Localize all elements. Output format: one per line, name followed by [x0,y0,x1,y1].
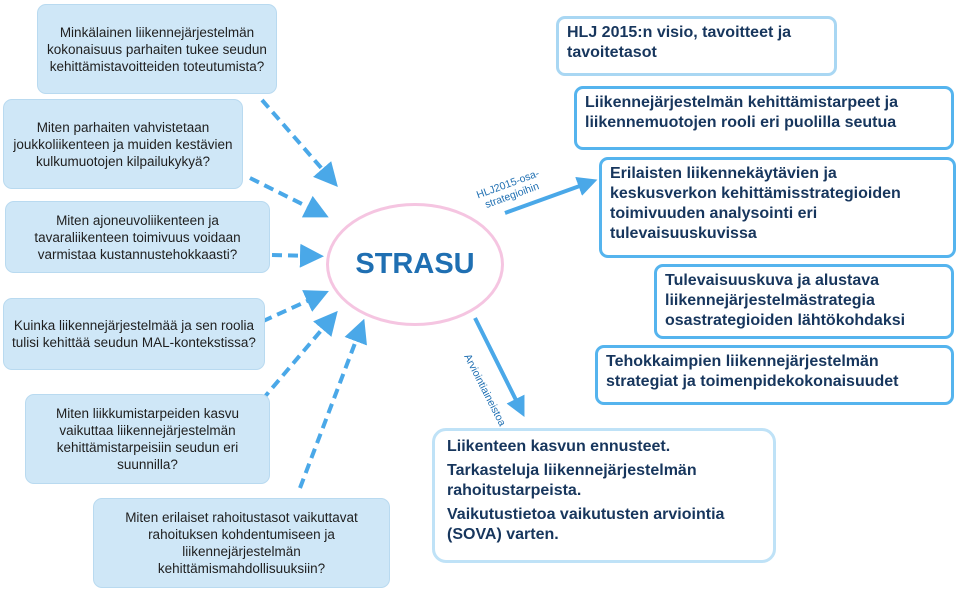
arrow-label-assessment: Arviointiaineistoa [461,352,509,429]
arrow-q3 [272,255,312,256]
question-box-2: Miten parhaiten vahvistetaan joukkoliikenteen ja muiden kestävien kulkumuotojen kilpailukykyä? [3,99,243,189]
assessment-item-3: Vaikutustietoa vaikutusten arviointia (SOVA) varten. [447,506,725,543]
strasu-ellipse [326,203,504,326]
question-box-4: Kuinka liikennejärjestelmää ja sen roolia tulisi kehittää seudun MAL-kontekstissa? [3,298,265,370]
arrow-q6 [300,330,360,488]
question-box-6: Miten erilaiset rahoitustasot vaikuttavat rahoituksen kohdentumiseen ja liikennejärjestelmän kehittämismahdollisuuksiin? [93,498,390,588]
arrow-q1 [262,100,330,178]
question-box-5: Miten liikkumistarpeiden kasvu vaikuttaa liikennejärjestelmän kehittämistarpeisiin seudun eri suunnilla? [25,394,270,484]
output-box-2: Liikennejärjestelmän kehittämistarpeet ja liikennemuotojen rooli eri puolilla seutua [574,86,954,150]
output-box-1: HLJ 2015:n visio, tavoitteet ja tavoitetasot [556,16,837,76]
arrow-q5 [262,320,330,400]
center-label: STRASU [355,248,475,280]
assessment-box [432,428,776,563]
arrow-label-strategy: HLJ2015-osa-strategioihin [474,167,541,211]
output-box-3: Erilaisten liikennekäytävien ja keskusverkon kehittämisstrategioiden toimivuuden analysointi eri tulevaisuuskuvissa [599,157,956,258]
assessment-item-1: Liikenteen kasvun ennusteet. [447,438,671,455]
output-box-4: Tulevaisuuskuva ja alustava liikennejärjestelmästrategia osastrategioiden lähtökohdaksi [654,264,954,339]
assessment-item-2: Tarkasteluja liikennejärjestelmän rahoitustarpeista. [447,462,697,499]
question-box-3: Miten ajoneuvoliikenteen ja tavaraliikenteen toimivuus voidaan varmistaa kustannustehokkaasti? [5,201,270,273]
output-box-5: Tehokkaimpien liikennejärjestelmän strategiat ja toimenpidekokonaisuudet [595,345,954,405]
question-box-1: Minkälainen liikennejärjestelmän kokonaisuus parhaiten tukee seudun kehittämistavoitteiden toteutumista? [37,4,277,94]
